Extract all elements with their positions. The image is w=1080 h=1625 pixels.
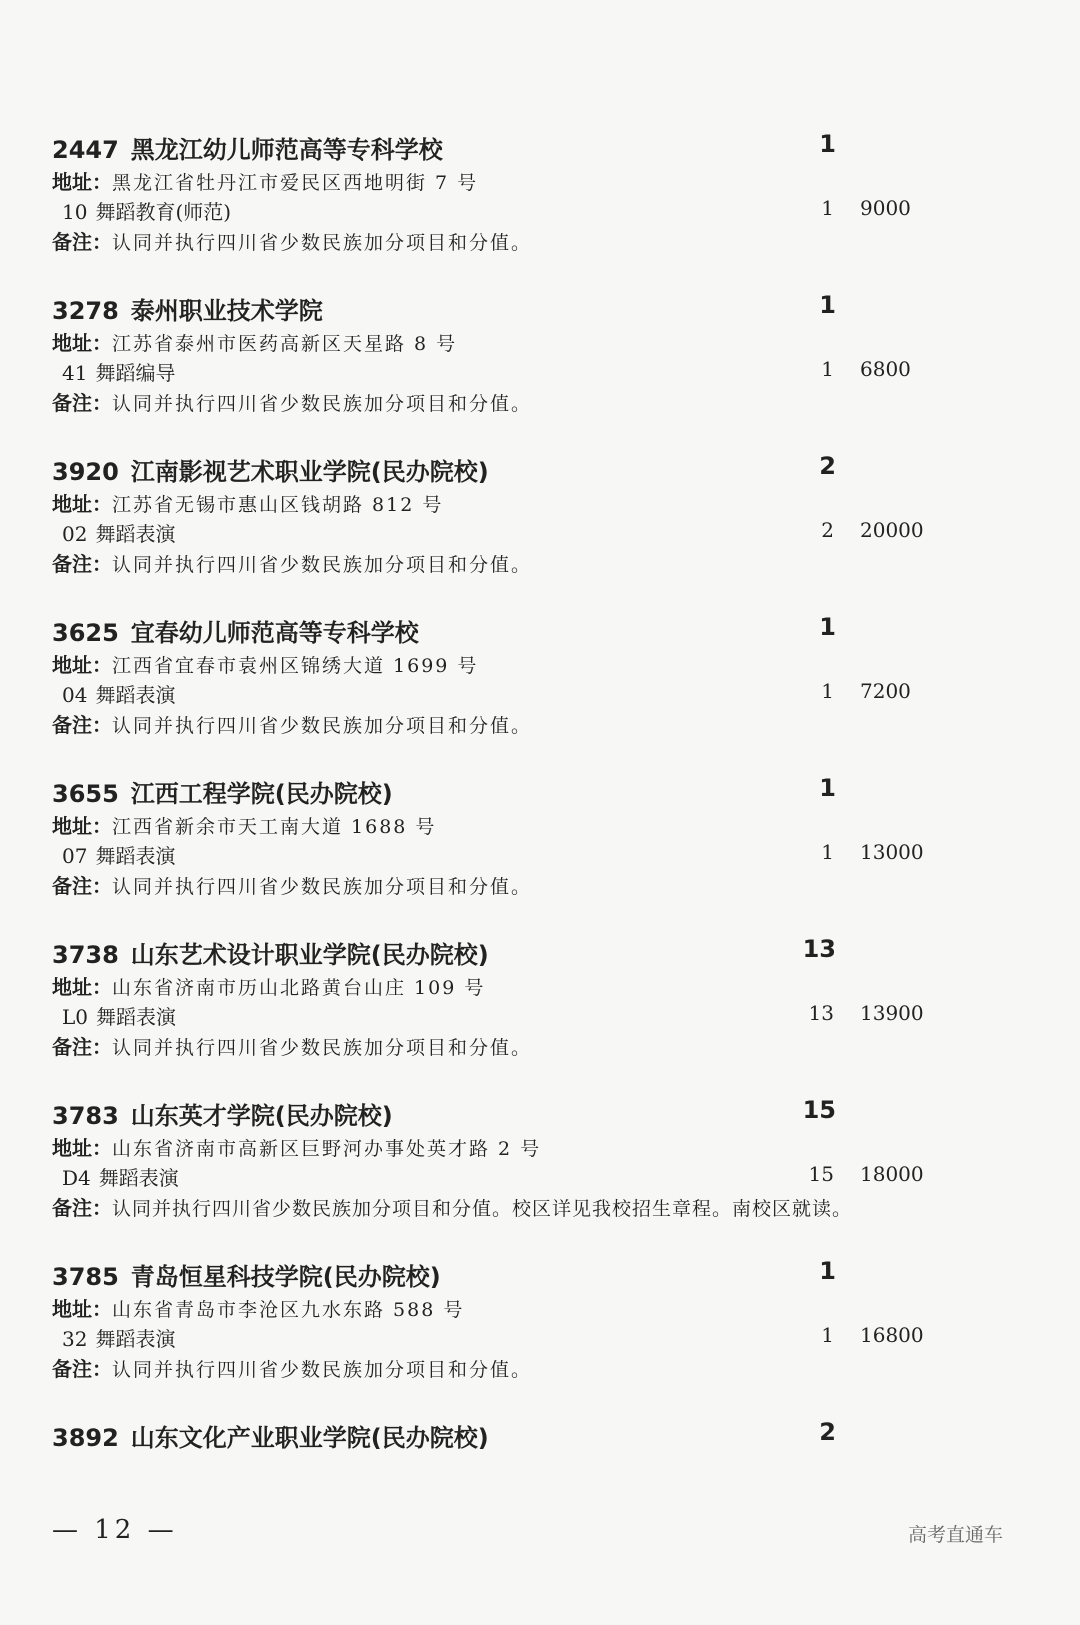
school-code: 3920: [52, 458, 119, 486]
major-fee: 7200: [860, 679, 911, 703]
major-row: [62, 357, 175, 386]
major-code: 10: [62, 200, 88, 224]
school-title: [52, 774, 393, 809]
note-text: 认同并执行四川省少数民族加分项目和分值。校区详见我校招生章程。南校区就读。: [112, 1198, 853, 1220]
address-label: 地址：: [52, 1297, 112, 1321]
school-name: 山东英才学院(民办院校): [130, 1102, 393, 1130]
school-code: 3625: [52, 619, 119, 647]
address-label: 地址：: [52, 170, 112, 194]
address-text: 山东省济南市高新区巨野河办事处英才路 2 号: [112, 1138, 542, 1160]
school-title: [52, 130, 443, 165]
school-address: [52, 166, 478, 195]
major-code: 07: [62, 844, 88, 868]
address-text: 黑龙江省牡丹江市爱民区西地明街 7 号: [112, 172, 479, 194]
school-title: [52, 1096, 393, 1131]
address-label: 地址：: [52, 1136, 112, 1160]
school-code: 3783: [52, 1102, 119, 1130]
school-title: [52, 935, 489, 970]
school-quota: 1: [819, 291, 836, 319]
address-label: 地址：: [52, 975, 112, 999]
major-quota: 1: [821, 840, 834, 864]
school-name: 泰州职业技术学院: [130, 297, 323, 325]
school-name: 江南影视艺术职业学院(民办院校): [130, 458, 489, 486]
major-row: [62, 679, 175, 708]
address-text: 山东省济南市历山北路黄台山庄 109 号: [112, 977, 486, 999]
note-label: 备注：: [52, 1196, 112, 1220]
school-title: [52, 1418, 489, 1453]
school-quota: 1: [819, 774, 836, 802]
major-code: 32: [62, 1327, 88, 1351]
major-name: 舞蹈表演: [95, 1327, 176, 1351]
major-row: [62, 1323, 175, 1352]
major-code: D4: [62, 1166, 91, 1190]
school-quota: 1: [819, 1257, 836, 1285]
school-address: [52, 1132, 541, 1161]
address-label: 地址：: [52, 653, 112, 677]
school-code: 3278: [52, 297, 119, 325]
school-note: [52, 1353, 532, 1382]
school-code: 3892: [52, 1424, 119, 1452]
school-title: [52, 613, 419, 648]
major-quota: 1: [821, 1323, 834, 1347]
note-text: 认同并执行四川省少数民族加分项目和分值。: [112, 393, 533, 415]
major-row: [62, 196, 231, 225]
school-name: 宜春幼儿师范高等专科学校: [130, 619, 419, 647]
major-quota: 1: [821, 679, 834, 703]
major-name: 舞蹈表演: [95, 683, 176, 707]
major-code: 02: [62, 522, 88, 546]
school-note: [52, 709, 532, 738]
address-label: 地址：: [52, 492, 112, 516]
school-quota: 1: [819, 130, 836, 158]
school-code: 3738: [52, 941, 119, 969]
address-text: 江西省新余市天工南大道 1688 号: [112, 816, 437, 838]
note-label: 备注：: [52, 713, 112, 737]
major-name: 舞蹈表演: [98, 1166, 179, 1190]
school-name: 山东文化产业职业学院(民办院校): [130, 1424, 489, 1452]
school-address: [52, 327, 457, 356]
major-name: 舞蹈表演: [96, 1005, 177, 1029]
address-text: 山东省青岛市李沧区九水东路 588 号: [112, 1299, 465, 1321]
school-code: 3785: [52, 1263, 119, 1291]
note-text: 认同并执行四川省少数民族加分项目和分值。: [112, 554, 533, 576]
major-quota: 13: [808, 1001, 834, 1025]
major-fee: 13000: [860, 840, 924, 864]
school-note: [52, 548, 532, 577]
major-quota: 2: [821, 518, 834, 542]
watermark-brand: 高考直通车: [908, 1524, 1004, 1546]
note-label: 备注：: [52, 1035, 112, 1059]
school-note: [52, 1192, 852, 1221]
school-note: [52, 226, 532, 255]
school-code: 3655: [52, 780, 119, 808]
major-quota: 1: [821, 196, 834, 220]
note-label: 备注：: [52, 391, 112, 415]
major-code: 04: [62, 683, 88, 707]
school-title: [52, 1257, 441, 1292]
major-row: [62, 1162, 179, 1191]
school-address: [52, 649, 478, 678]
major-quota: 15: [808, 1162, 834, 1186]
school-quota: 2: [819, 1418, 836, 1446]
note-label: 备注：: [52, 230, 112, 254]
school-name: 青岛恒星科技学院(民办院校): [130, 1263, 441, 1291]
page-number: — 12 —: [52, 1515, 178, 1545]
school-name: 山东艺术设计职业学院(民办院校): [130, 941, 489, 969]
school-quota: 1: [819, 613, 836, 641]
note-label: 备注：: [52, 552, 112, 576]
note-text: 认同并执行四川省少数民族加分项目和分值。: [112, 1037, 533, 1059]
school-name: 江西工程学院(民办院校): [130, 780, 393, 808]
major-row: [62, 840, 175, 869]
note-text: 认同并执行四川省少数民族加分项目和分值。: [112, 715, 533, 737]
address-text: 江苏省无锡市惠山区钱胡路 812 号: [112, 494, 444, 516]
major-fee: 6800: [860, 357, 911, 381]
address-text: 江西省宜春市袁州区锦绣大道 1699 号: [112, 655, 479, 677]
major-row: [62, 1001, 176, 1030]
school-address: [52, 810, 436, 839]
major-code: L0: [62, 1005, 89, 1029]
school-quota: 2: [819, 452, 836, 480]
school-quota: 13: [802, 935, 836, 963]
major-fee: 18000: [860, 1162, 924, 1186]
school-note: [52, 1031, 532, 1060]
school-note: [52, 387, 532, 416]
address-label: 地址：: [52, 814, 112, 838]
major-name: 舞蹈表演: [95, 522, 176, 546]
address-text: 江苏省泰州市医药高新区天星路 8 号: [112, 333, 458, 355]
school-title: [52, 452, 489, 487]
major-fee: 9000: [860, 196, 911, 220]
major-quota: 1: [821, 357, 834, 381]
school-note: [52, 870, 532, 899]
address-label: 地址：: [52, 331, 112, 355]
major-row: [62, 518, 175, 547]
note-text: 认同并执行四川省少数民族加分项目和分值。: [112, 232, 533, 254]
note-label: 备注：: [52, 1357, 112, 1381]
school-title: [52, 291, 323, 326]
school-address: [52, 488, 443, 517]
school-quota: 15: [802, 1096, 836, 1124]
school-address: [52, 1293, 464, 1322]
note-text: 认同并执行四川省少数民族加分项目和分值。: [112, 876, 533, 898]
major-fee: 20000: [860, 518, 924, 542]
note-label: 备注：: [52, 874, 112, 898]
note-text: 认同并执行四川省少数民族加分项目和分值。: [112, 1359, 533, 1381]
major-code: 41: [62, 361, 88, 385]
school-name: 黑龙江幼儿师范高等专科学校: [130, 136, 443, 164]
major-name: 舞蹈表演: [95, 844, 176, 868]
school-code: 2447: [52, 136, 119, 164]
major-name: 舞蹈编导: [95, 361, 176, 385]
school-address: [52, 971, 485, 1000]
major-fee: 13900: [860, 1001, 924, 1025]
major-name: 舞蹈教育(师范): [95, 200, 232, 224]
major-fee: 16800: [860, 1323, 924, 1347]
